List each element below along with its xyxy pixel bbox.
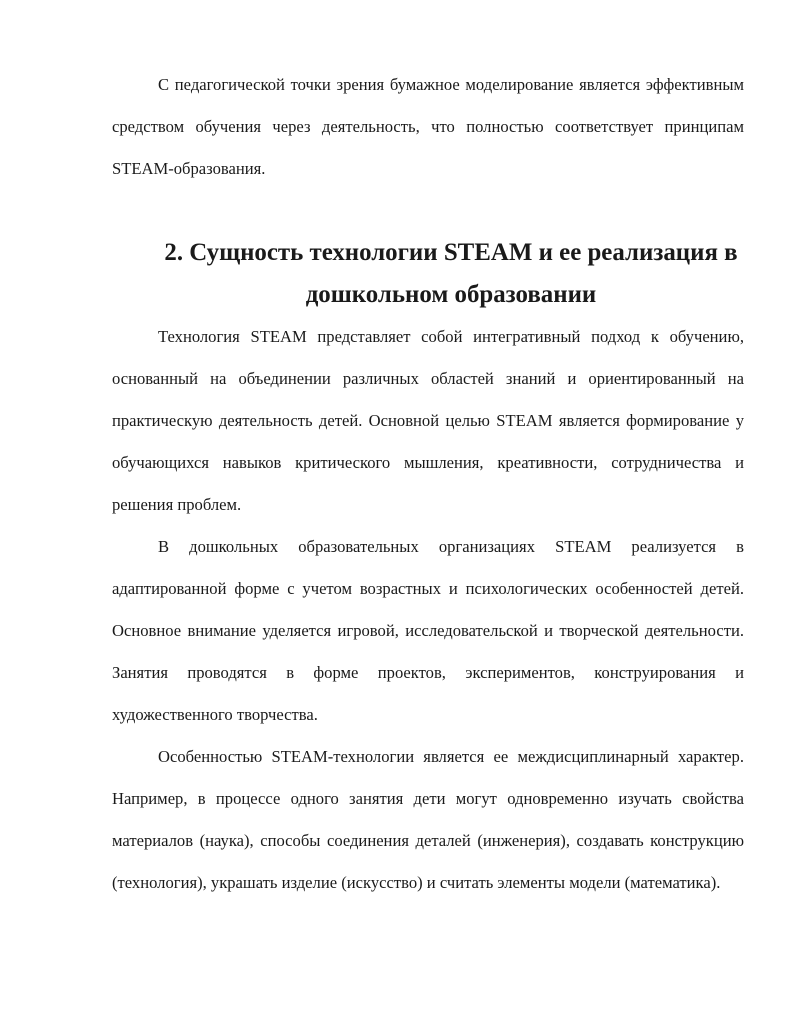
section-heading: 2. Сущность технологии STEAM и ее реализация в дошкольном образовании <box>164 239 738 308</box>
paragraph-interdisciplinary: Особенностью STEAM-технологии является ее междисциплинарный характер. Например, в процессе одного занятия дети могут одновременно изучать свойства материалов (наука), способы соединения деталей (инженерия), создавать конструкцию (технология), украшать изделие (искусство) и считать элементы модели (математика). <box>112 747 744 892</box>
paragraph-steam-definition: Технология STEAM представляет собой интегративный подход к обучению, основанный на объединении различных областей знаний и ориентированный на практическую деятельность детей. Основной целью STEAM является формирование у обучающихся навыков критического мышления, креативности, сотрудничества и решения проблем. <box>112 327 744 514</box>
paragraph-preschool-implementation: В дошкольных образовательных организациях STEAM реализуется в адаптированной форме с учетом возрастных и психологических особенностей детей. Основное внимание уделяется игровой, исследовательской и творческой деятельности. Занятия проводятся в форме проектов, экспериментов, конструирования и художественного творчества. <box>112 537 744 724</box>
paragraph-intro: С педагогической точки зрения бумажное моделирование является эффективным средством обучения через деятельность, что полностью соответствует принципам STEAM-образования. <box>112 75 744 178</box>
document-body <box>112 64 744 904</box>
